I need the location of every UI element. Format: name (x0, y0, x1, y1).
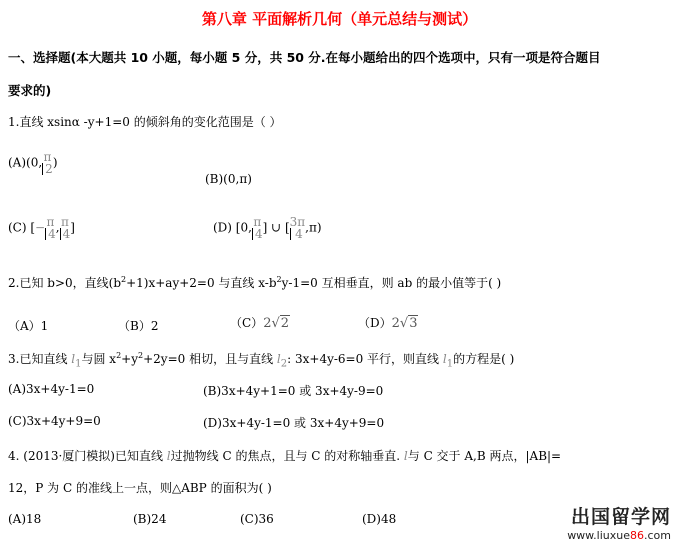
question-1-option-a: (A)(0, π 2 ) (8, 150, 58, 176)
question-3-stem: 3.已知直线 $l_1$与圆 $x^2+y^2+2y=0$ 相切，且与直线 $l_2$: 3x+4y-6=0 平行，则直线 $l_1$的方程是( ) (8, 351, 515, 370)
question-1-stem: 1.直线 xsinα -y+1=0 的倾斜角的变化范围是（ ） (8, 115, 282, 129)
question-1-option-b: (B)(0,π) (205, 172, 252, 186)
question-2-option-a: （A）1 (8, 319, 49, 333)
question-4-option-a: (A)18 (8, 512, 42, 526)
question-4-option-c: (C)36 (240, 512, 274, 526)
watermark-site-name: 出国留学网 (570, 506, 671, 528)
watermark-url: www.liuxue86.com (567, 529, 671, 542)
watermark-logo (567, 502, 671, 542)
question-4-stem-line1: 4. (2013·厦门模拟)已知直线 l过抛物线 C 的焦点，且与 C 的对称轴垂直. l与 C 交于 A,B 两点，|AB|= (8, 449, 562, 463)
question-4-option-b: (B)24 (133, 512, 167, 526)
question-1-option-d: (D) [0, π 4 ] ∪ [ 3π 4 ,π) (213, 215, 322, 241)
question-4-stem-line2: 12，P 为 C 的准线上一点，则△ABP 的面积为( ) (8, 481, 272, 495)
section-heading-line2: 要求的) (8, 83, 52, 98)
question-2-option-d: （D）2√3 (358, 316, 418, 331)
question-3-option-d: (D)3x+4y-1=0 或 3x+4y+9=0 (203, 416, 385, 430)
question-2-stem: 2.已知 b>0，直线$(b^2+1)x+ay+2=0$ 与直线 $x-b^2y-1=0$ 互相垂直，则 ab 的最小值等于( ) (8, 275, 502, 290)
question-1-option-c: (C) [− π 4 , π 4 ] (8, 215, 75, 241)
page-title: 第八章 平面解析几何（单元总结与测试） (201, 10, 478, 28)
question-3-option-b: (B)3x+4y+1=0 或 3x+4y-9=0 (203, 384, 384, 398)
question-4-option-d: (D)48 (362, 512, 397, 526)
question-3-option-c: (C)3x+4y+9=0 (8, 414, 101, 428)
question-3-option-a: (A)3x+4y-1=0 (8, 382, 95, 396)
question-2-option-c: （C）2√2 (230, 316, 290, 331)
section-heading-line1: 一、选择题(本大题共 10 小题，每小题 5 分，共 50 分.在每小题给出的四个选项中，只有一项是符合题目 (8, 50, 601, 65)
question-2-option-b: （B）2 (118, 319, 159, 333)
